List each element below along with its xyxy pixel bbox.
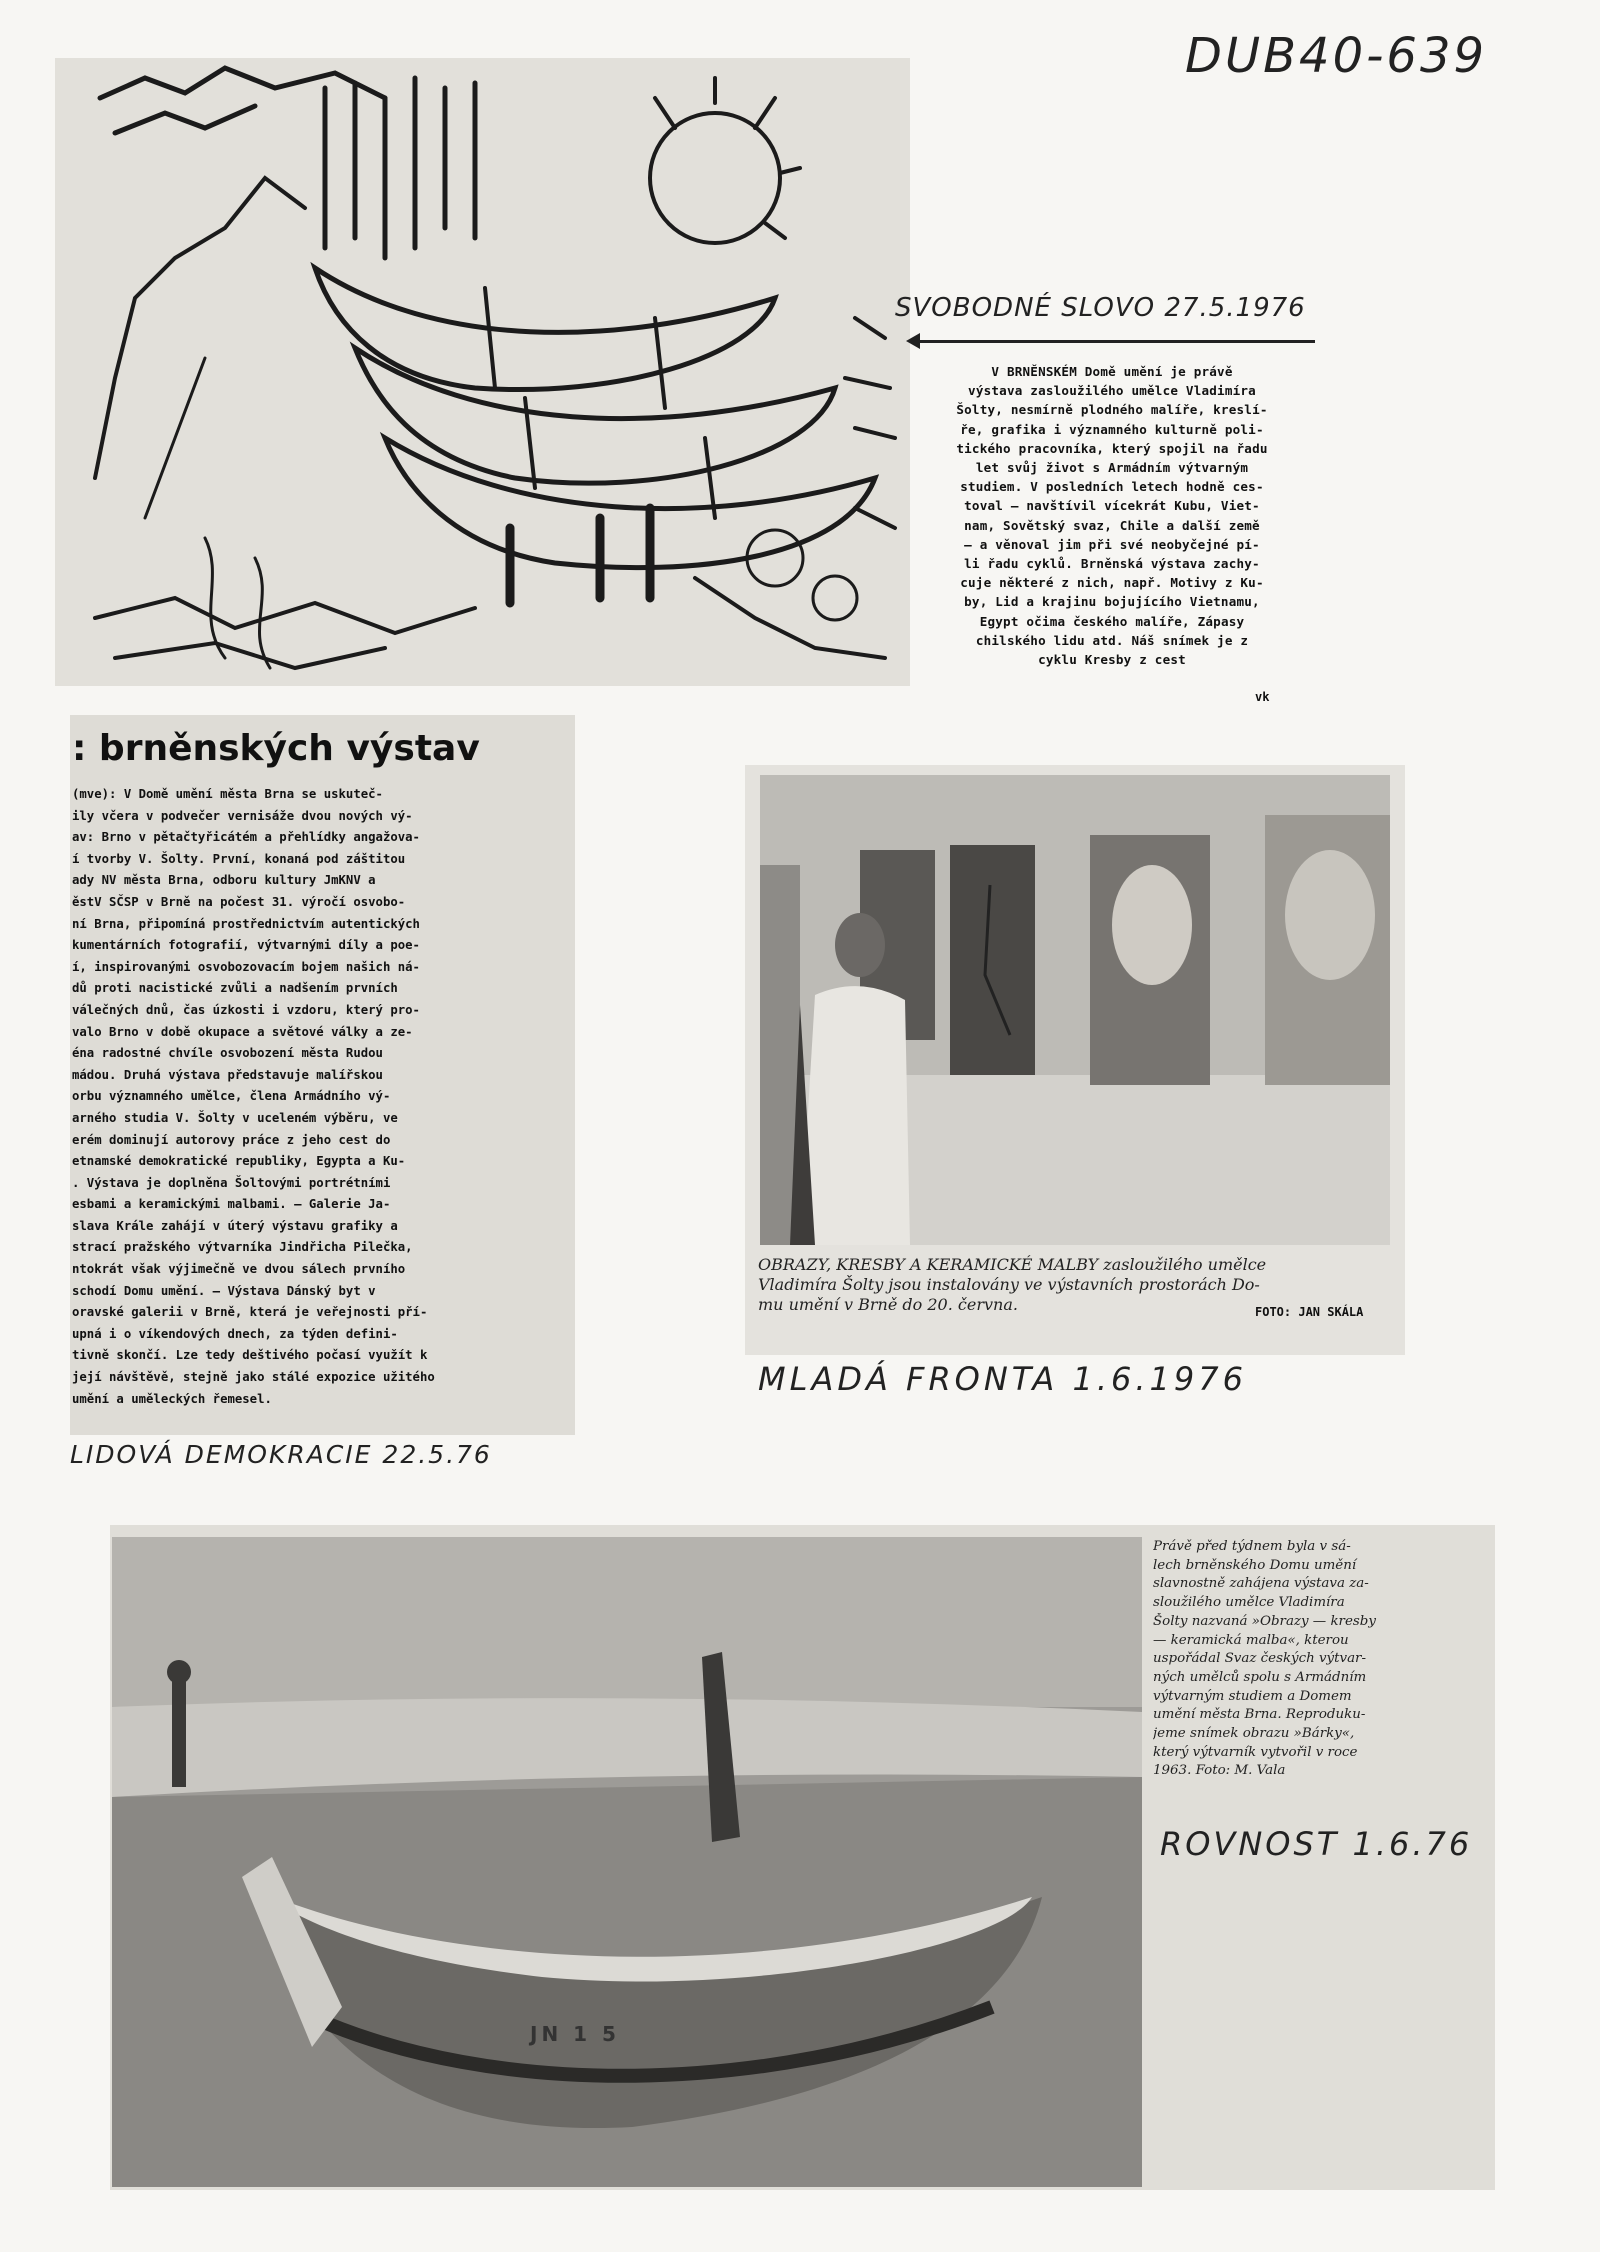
article-line: cuje některé z nich, např. Motivy z Ku- [960, 575, 1264, 591]
caption-line: sloužilého umělce Vladimíra [1153, 1595, 1345, 1611]
article-line: etnamské demokratické republiky, Egypta a Ku- [72, 1154, 406, 1169]
boat-sketch-image [55, 58, 910, 686]
caption-line: slavnostně zahájena výstava za- [1153, 1576, 1369, 1592]
article-line: í, inspirovanými osvobozovacím bojem našich ná- [72, 959, 420, 974]
article-line: Šolty, nesmírně plodného malíře, kreslí- [956, 402, 1268, 418]
article-line: ily včera v podvečer vernisáže dvou nových vý- [72, 808, 413, 823]
svobodne-slovo-arrow [910, 340, 1315, 343]
article-line: její návštěvě, stejně jako stálé expozice užitého [72, 1370, 435, 1385]
rovnost-caption [1153, 1538, 1488, 1781]
exhibition-portraits-photo [760, 775, 1390, 1245]
caption-line: jeme snímek obrazu »Bárky«, [1153, 1726, 1355, 1742]
svobodne-slovo-article [908, 362, 1316, 692]
article-line: erém dominují autorovy práce z jeho cest do [72, 1132, 391, 1147]
caption-line: který výtvarník vytvořil v roce [1153, 1744, 1358, 1760]
lidova-demokracie-source-label: LIDOVÁ DEMOKRACIE 22.5.76 [70, 1440, 492, 1469]
article-line: ntokrát však výjimečně ve dvou sálech prvního [72, 1262, 406, 1277]
article-line: toval — navštívil vícekrát Kubu, Viet- [964, 498, 1260, 514]
article-line: slava Krále zahájí v úterý výstavu grafiky a [72, 1218, 398, 1233]
article-line: umění a uměleckých řemesel. [72, 1391, 272, 1406]
article-line: esbami a keramickými malbami. — Galerie Ja- [72, 1197, 391, 1212]
article-line: by, Lid a krajinu bojujícího Vietnamu, [964, 594, 1260, 610]
article-line: í tvorby V. Šolty. První, konaná pod záštitou [72, 851, 406, 866]
article-line: orbu významného umělce, člena Armádního vý- [72, 1089, 391, 1104]
article-line: schodí Domu umění. — Výstava Dánský byt v [72, 1283, 376, 1298]
boat-registration-text: JN 1 5 [530, 2022, 620, 2046]
rovnost-source-label: ROVNOST 1.6.76 [1160, 1825, 1473, 1863]
caption-line: lech brněnského Domu umění [1153, 1557, 1357, 1573]
caption-line: umění města Brna. Reproduku- [1153, 1707, 1366, 1723]
article-line: éna radostné chvíle osvobození města Rudou [72, 1046, 383, 1061]
lidova-demokracie-headline: : brněnských výstav [72, 728, 480, 769]
article-line: valo Brno v době okupace a světové války a ze- [72, 1024, 413, 1039]
article-line: ady NV města Brna, odboru kultury JmKNV a [72, 873, 376, 888]
article-line: . Výstava je doplněna Šoltovými portrétními [72, 1175, 391, 1190]
caption-line: uspořádal Svaz českých výtvar- [1153, 1651, 1366, 1667]
article-line: — a věnoval jim při své neobyčejné pí- [964, 536, 1260, 552]
article-line: válečných dnů, čas úzkosti i vzdoru, který pro- [72, 1002, 420, 1017]
caption-line: 1963. Foto: M. Vala [1153, 1763, 1286, 1779]
article-line: chilského lidu atd. Náš snímek je z [975, 632, 1249, 648]
article-line: kumentárních fotografií, výtvarnými díly a poe- [72, 938, 420, 953]
article-line: V BRNĚNSKÉM Domě umění je právě [991, 364, 1233, 379]
article-line: arného studia V. Šolty v uceleném výběru, ve [72, 1110, 398, 1125]
article-line: av: Brno v pětačtyřicátém a přehlídky angažova- [72, 830, 420, 845]
caption-line: ných umělců spolu s Armádním [1153, 1669, 1367, 1685]
mlada-fronta-source-label: MLADÁ FRONTA 1.6.1976 [758, 1360, 1247, 1398]
article-line: ře, grafika i významného kulturně poli- [960, 421, 1264, 437]
svobodne-slovo-author: vk [1255, 690, 1270, 704]
article-line: Egypt očima českého malíře, Zápasy [979, 613, 1245, 629]
article-line: nam, Sovětský svaz, Chile a další země [964, 517, 1260, 533]
caption-line: — keramická malba«, kterou [1153, 1632, 1349, 1648]
article-line: ní Brna, připomíná prostřednictvím autentických [72, 916, 420, 931]
article-line: strací pražského výtvarníka Jindřicha Pilečka, [72, 1240, 413, 1255]
article-line: tivně skončí. Lze tedy deštivého počasí využít k [72, 1348, 428, 1363]
article-line: let svůj život s Armádním výtvarným [975, 460, 1249, 476]
article-line: mádou. Druhá výstava představuje malířskou [72, 1067, 383, 1082]
article-line: dů proti nacistické zvůli a nadšením prvních [72, 981, 398, 996]
caption-line: Šolty nazvaná »Obrazy — kresby [1153, 1613, 1376, 1629]
caption-line: OBRAZY, KRESBY A KERAMICKÉ MALBY zasloužilého umělce [758, 1255, 1267, 1274]
barky-painting-photo [112, 1537, 1142, 2187]
article-line: ěstV SČSP v Brně na počest 31. výročí osvobo- [72, 894, 406, 909]
lidova-demokracie-article [72, 784, 567, 1434]
article-line: (mve): V Domě umění města Brna se uskuteč- [72, 787, 383, 801]
arrow-head-icon [906, 333, 920, 349]
caption-line: Vladimíra Šolty jsou instalovány ve výstavních prostorách Do- [758, 1275, 1260, 1294]
article-line: tického pracovníka, který spojil na řadu [956, 440, 1268, 456]
svobodne-slovo-sketch-clipping [55, 58, 910, 686]
caption-line: Právě před týdnem byla v sá- [1153, 1539, 1351, 1554]
archive-code: DUB40-639 [1185, 28, 1488, 84]
svobodne-slovo-source-label: SVOBODNÉ SLOVO 27.5.1976 [895, 293, 1306, 323]
mlada-fronta-photo-credit: FOTO: JAN SKÁLA [1255, 1305, 1364, 1319]
article-line: studiem. V posledních letech hodně ces- [960, 479, 1264, 495]
caption-line: výtvarným studiem a Domem [1153, 1688, 1352, 1704]
caption-line: mu umění v Brně do 20. června. [758, 1295, 1018, 1314]
article-line: cyklu Kresby z cest [1038, 652, 1186, 668]
article-line: li řadu cyklů. Brněnská výstava zachy- [964, 556, 1260, 572]
article-line: oravské galerii v Brně, která je veřejnosti pří- [72, 1305, 428, 1320]
article-line: výstava zasloužilého umělce Vladimíra [968, 383, 1256, 399]
article-line: upná i o víkendových dnech, za týden defini- [72, 1326, 398, 1341]
